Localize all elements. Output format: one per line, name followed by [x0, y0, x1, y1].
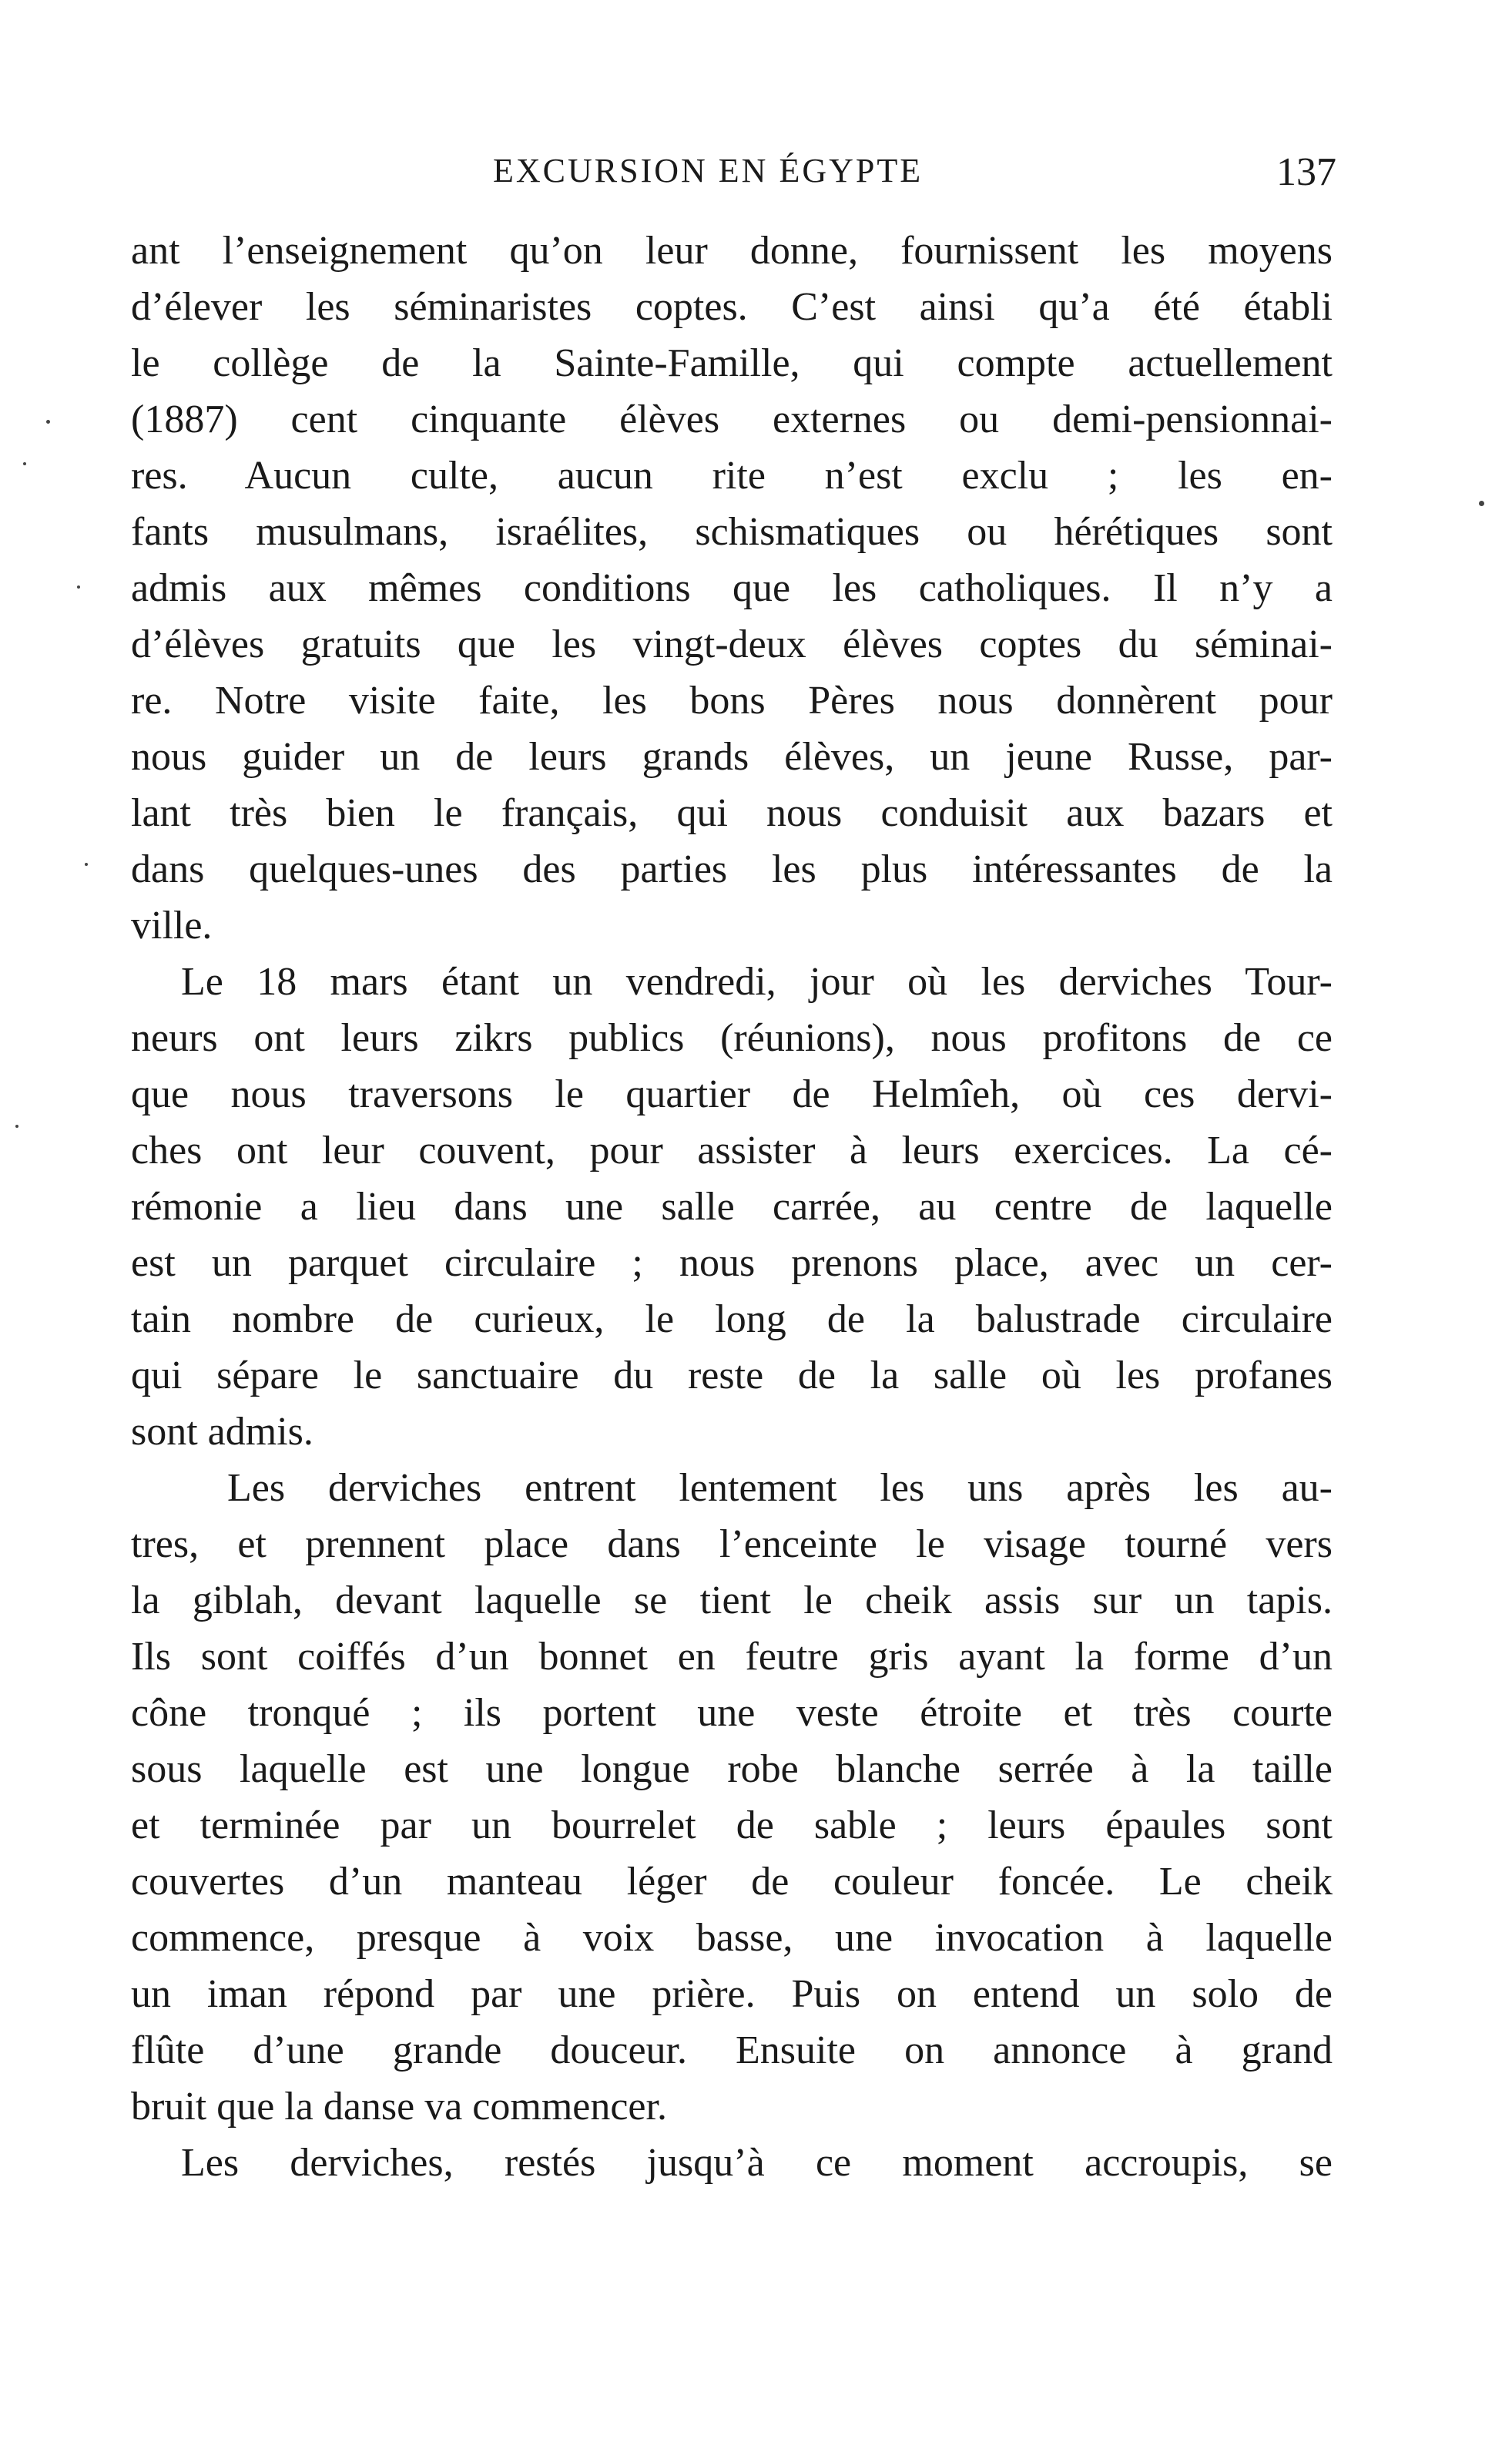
- paragraph-start-line: Les derviches, restés jusqu’à ce moment accroupis, se: [181, 2141, 1333, 2185]
- text-line: sous laquelle est une longue robe blanche serrée à la taille: [131, 1747, 1333, 1791]
- text-line: tres, et prennent place dans l’enceinte le visage tourné vers: [131, 1522, 1333, 1566]
- text-line: est un parquet circulaire ; nous prenons place, avec un cer-: [131, 1241, 1333, 1285]
- text-line: d’élèves gratuits que les vingt-deux élèves coptes du séminai-: [131, 622, 1333, 666]
- text-line: dans quelques-unes des parties les plus intéressantes de la: [131, 847, 1333, 891]
- text-line: res. Aucun culte, aucun rite n’est exclu ; les en-: [131, 454, 1333, 498]
- text-line: qui sépare le sanctuaire du reste de la salle où les profanes: [131, 1354, 1333, 1397]
- text-line: neurs ont leurs zikrs publics (réunions), nous profitons de ce: [131, 1016, 1333, 1060]
- running-header: [135, 151, 1336, 197]
- text-line: re. Notre visite faite, les bons Pères nous donnèrent pour: [131, 679, 1333, 723]
- text-line: un iman répond par une prière. Puis on entend un solo de: [131, 1972, 1333, 2016]
- page-number: 137: [1276, 150, 1336, 194]
- text-line: lant très bien le français, qui nous conduisit aux bazars et: [131, 791, 1333, 835]
- text-line: rémonie a lieu dans une salle carrée, au centre de laquelle: [131, 1185, 1333, 1229]
- running-title: EXCURSION EN ÉGYPTE: [493, 152, 924, 190]
- text-line: tain nombre de curieux, le long de la balustrade circulaire: [131, 1297, 1333, 1341]
- text-line: Ils sont coiffés d’un bonnet en feutre gris ayant la forme d’un: [131, 1635, 1333, 1679]
- text-line: le collège de la Sainte-Famille, qui compte actuellement: [131, 341, 1333, 385]
- text-line: nous guider un de leurs grands élèves, un jeune Russe, par-: [131, 735, 1333, 779]
- text-line: admis aux mêmes conditions que les catholiques. Il n’y a: [131, 566, 1333, 610]
- paragraph-start-line: Le 18 mars étant un vendredi, jour où les derviches Tour-: [181, 960, 1333, 1004]
- text-line: commence, presque à voix basse, une invocation à laquelle: [131, 1916, 1333, 1960]
- text-line: sont admis.: [131, 1410, 313, 1454]
- text-line: ant l’enseignement qu’on leur donne, fournissent les moyens: [131, 229, 1333, 273]
- scan-speck: [15, 1125, 18, 1128]
- text-line: bruit que la danse va commencer.: [131, 2085, 667, 2129]
- text-line: d’élever les séminaristes coptes. C’est ainsi qu’a été établi: [131, 285, 1333, 329]
- text-line: la giblah, devant laquelle se tient le cheik assis sur un tapis.: [131, 1578, 1333, 1622]
- text-line: ches ont leur couvent, pour assister à leurs exercices. La cé-: [131, 1129, 1333, 1173]
- text-line: fants musulmans, israélites, schismatiques ou hérétiques sont: [131, 510, 1333, 554]
- scan-speck: [85, 863, 88, 866]
- text-line: flûte d’une grande douceur. Ensuite on annonce à grand: [131, 2028, 1333, 2072]
- text-line: et terminée par un bourrelet de sable ; leurs épaules sont: [131, 1803, 1333, 1847]
- scan-speck: [77, 585, 80, 589]
- text-line: cône tronqué ; ils portent une veste étroite et très courte: [131, 1691, 1333, 1735]
- scan-speck: [46, 420, 50, 424]
- text-line: couvertes d’un manteau léger de couleur foncée. Le cheik: [131, 1860, 1333, 1904]
- scan-speck: [1479, 501, 1484, 506]
- text-line: ville.: [131, 904, 213, 948]
- text-line: que nous traversons le quartier de Helmîeh, où ces dervi-: [131, 1072, 1333, 1116]
- text-line: (1887) cent cinquante élèves externes ou demi-pensionnai-: [131, 398, 1333, 441]
- paragraph-start-line: Les derviches entrent lentement les uns après les au-: [227, 1466, 1333, 1510]
- scan-speck: [23, 462, 26, 465]
